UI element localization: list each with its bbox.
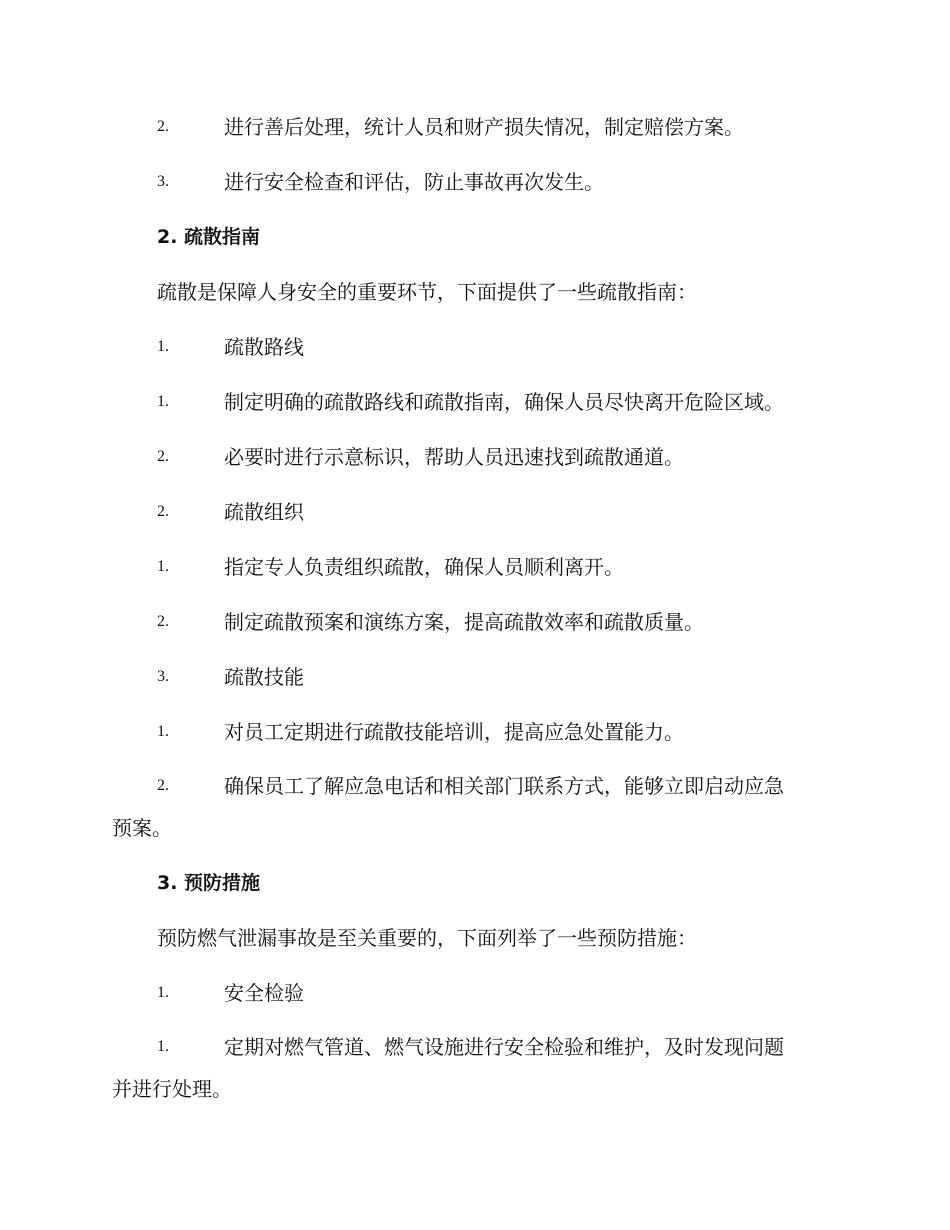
paragraph-text: 疏散是保障人身安全的重要环节，下面提供了一些疏散指南： [157,280,697,304]
list-text: 疏散技能 [224,665,304,689]
list-text: 疏散路线 [224,335,304,359]
list-text: 定期对燃气管道、燃气设施进行安全检验和维护，及时发现问题 [224,1035,784,1059]
list-item [0,973,950,1013]
list-text: 进行善后处理，统计人员和财产损失情况，制定赔偿方案。 [224,115,744,139]
section-heading [0,217,950,257]
list-item-continuation [0,808,950,848]
list-item [0,602,950,642]
list-item [0,382,950,422]
list-item [0,437,950,477]
list-text: 制定明确的疏散路线和疏散指南，确保人员尽快离开危险区域。 [224,390,784,414]
paragraph-text: 预防燃气泄漏事故是至关重要的，下面列举了一些预防措施： [157,926,697,950]
list-number: 3. [157,173,169,190]
list-number: 1. [157,393,169,410]
list-text: 疏散组织 [224,500,304,524]
list-number: 2. [157,118,169,135]
list-text: 必要时进行示意标识，帮助人员迅速找到疏散通道。 [224,445,684,469]
section-heading-prevention: 3. 预防措施 [157,872,261,894]
list-number: 1. [157,338,169,355]
list-item [0,492,950,532]
list-item [0,712,950,752]
list-number: 2. [157,503,169,520]
paragraph [0,918,950,958]
list-text: 对员工定期进行疏散技能培训，提高应急处置能力。 [224,720,684,744]
list-number: 1. [157,1038,169,1055]
list-text: 制定疏散预案和演练方案，提高疏散效率和疏散质量。 [224,610,704,634]
list-item [0,162,950,202]
list-text: 安全检验 [224,981,304,1005]
section-heading [0,863,950,903]
list-number: 1. [157,723,169,740]
list-text-continuation: 并进行处理。 [112,1077,232,1101]
list-item [0,107,950,147]
list-text-continuation: 预案。 [112,816,172,840]
list-item [0,327,950,367]
list-item-continuation [0,1069,950,1109]
list-text: 确保员工了解应急电话和相关部门联系方式，能够立即启动应急 [224,774,784,798]
section-heading-evacuation: 2. 疏散指南 [157,226,261,248]
list-item [0,547,950,587]
list-text: 指定专人负责组织疏散，确保人员顺利离开。 [224,555,624,579]
paragraph [0,272,950,312]
list-number: 2. [157,448,169,465]
list-item [0,657,950,697]
list-number: 1. [157,984,169,1001]
list-number: 2. [157,777,169,794]
list-number: 1. [157,558,169,575]
list-number: 2. [157,613,169,630]
list-item [0,1027,950,1067]
list-text: 进行安全检查和评估，防止事故再次发生。 [224,170,604,194]
list-number: 3. [157,668,169,685]
list-item [0,766,950,806]
